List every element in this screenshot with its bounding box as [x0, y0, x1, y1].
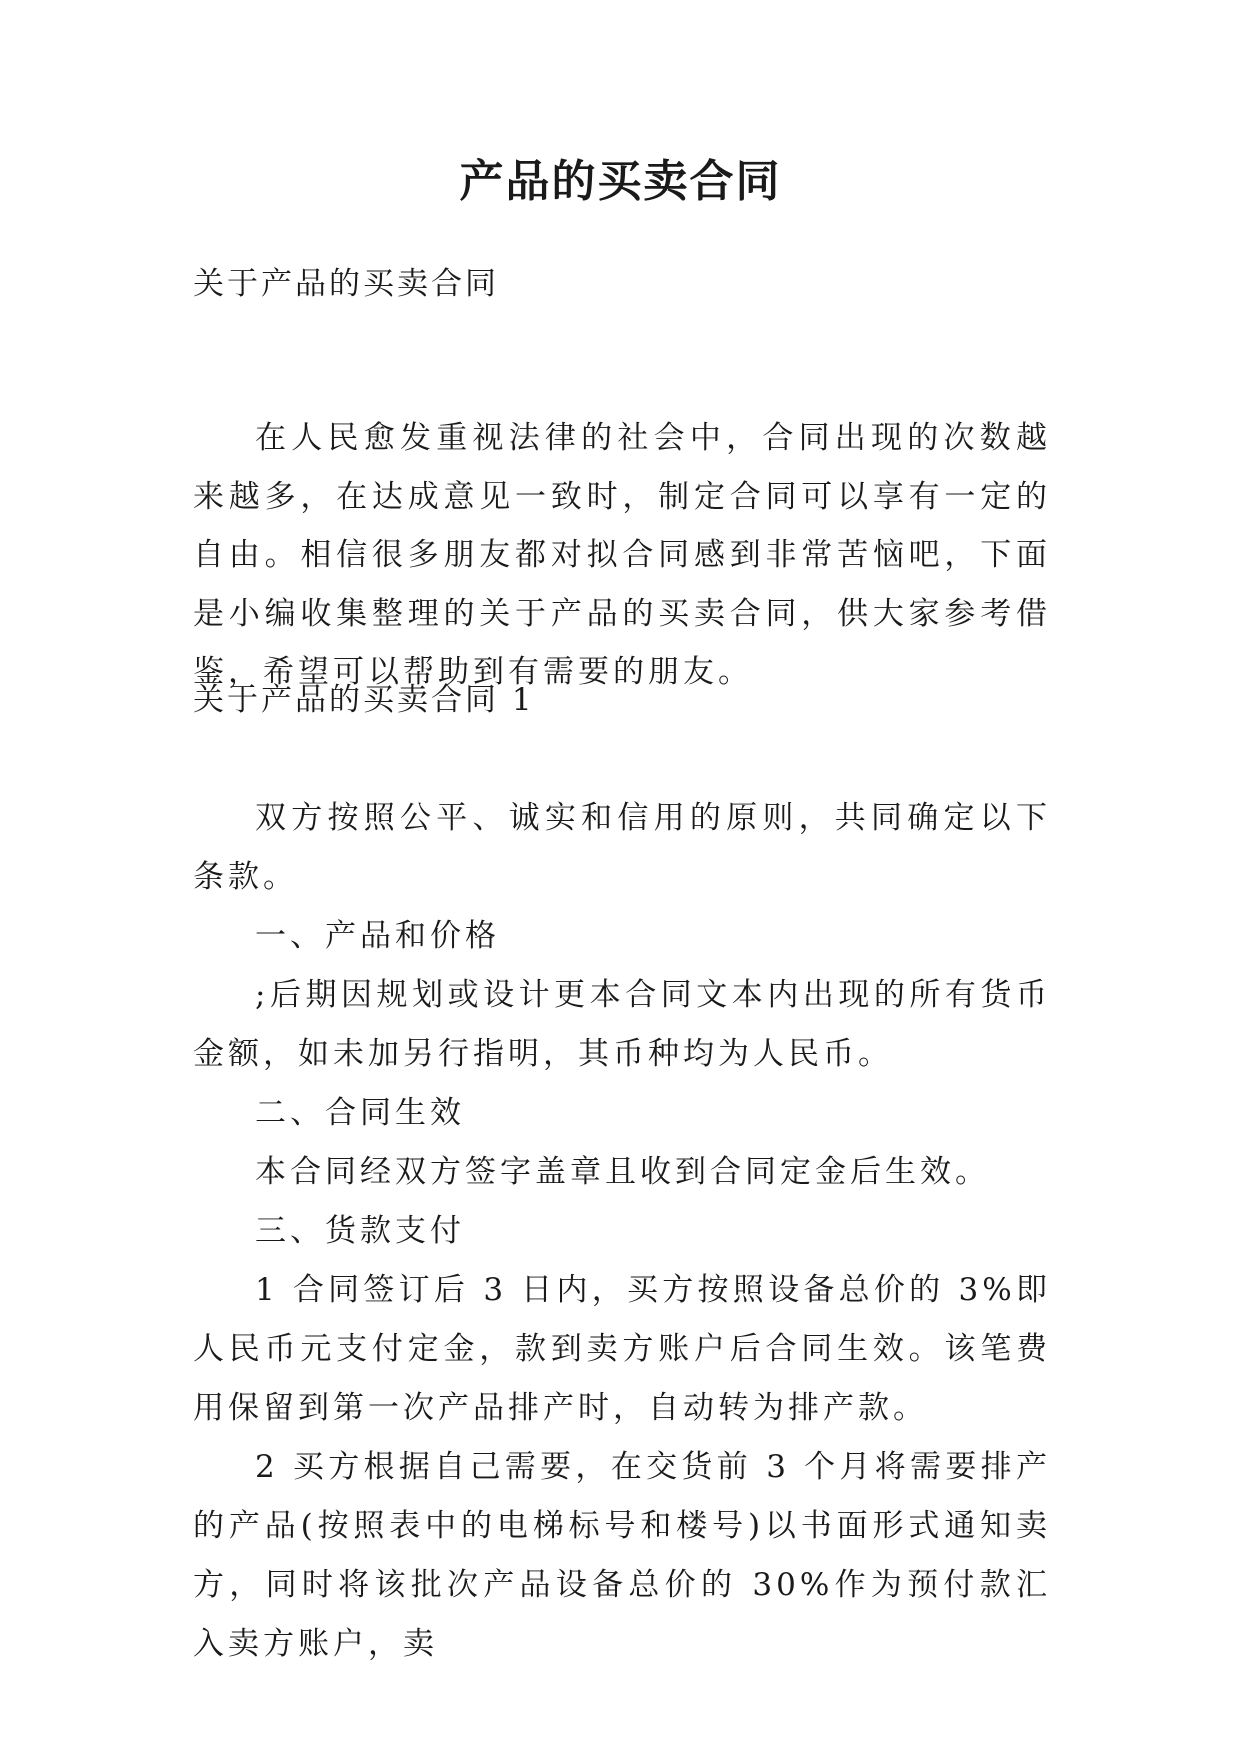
clause-heading-3: 三、货款支付 [255, 1213, 465, 1249]
section-body [193, 789, 1051, 1674]
paragraph-principle: 双方按照公平、诚实和信用的原则，共同确定以下条款。 [193, 800, 1051, 895]
paragraph-payment-2: 2 买方根据自己需要，在交货前 3 个月将需要排产的产品(按照表中的电梯标号和楼号)以书面形式通知卖方，同时将该批次产品设备总价的 30%作为预付款汇入卖方账户，卖 [193, 1449, 1051, 1662]
clause-heading-2: 二、合同生效 [255, 1095, 465, 1131]
paragraph-effective: 本合同经双方签字盖章且收到合同定金后生效。 [255, 1154, 990, 1190]
document-subtitle: 关于产品的买卖合同 [193, 266, 499, 302]
intro-paragraph: 在人民愈发重视法律的社会中，合同出现的次数越来越多，在达成意见一致时，制定合同可以享有一定的自由。相信很多朋友都对拟合同感到非常苦恼吧，下面是小编收集整理的关于产品的买卖合同，供大家参考借鉴，希望可以帮助到有需要的朋友。 [193, 420, 1051, 690]
paragraph-payment-1: 1 合同签订后 3 日内，买方按照设备总价的 3%即人民币元支付定金，款到卖方账户后合同生效。该笔费用保留到第一次产品排产时，自动转为排产款。 [193, 1272, 1051, 1426]
paragraph-currency: ;后期因规划或设计更本合同文本内出现的所有货币金额，如未加另行指明，其币种均为人民币。 [193, 977, 1051, 1072]
clause-heading-1: 一、产品和价格 [255, 918, 500, 954]
intro-block [193, 409, 1051, 702]
document-title: 产品的买卖合同 [459, 156, 782, 207]
section-heading: 关于产品的买卖合同 1 [193, 682, 535, 718]
